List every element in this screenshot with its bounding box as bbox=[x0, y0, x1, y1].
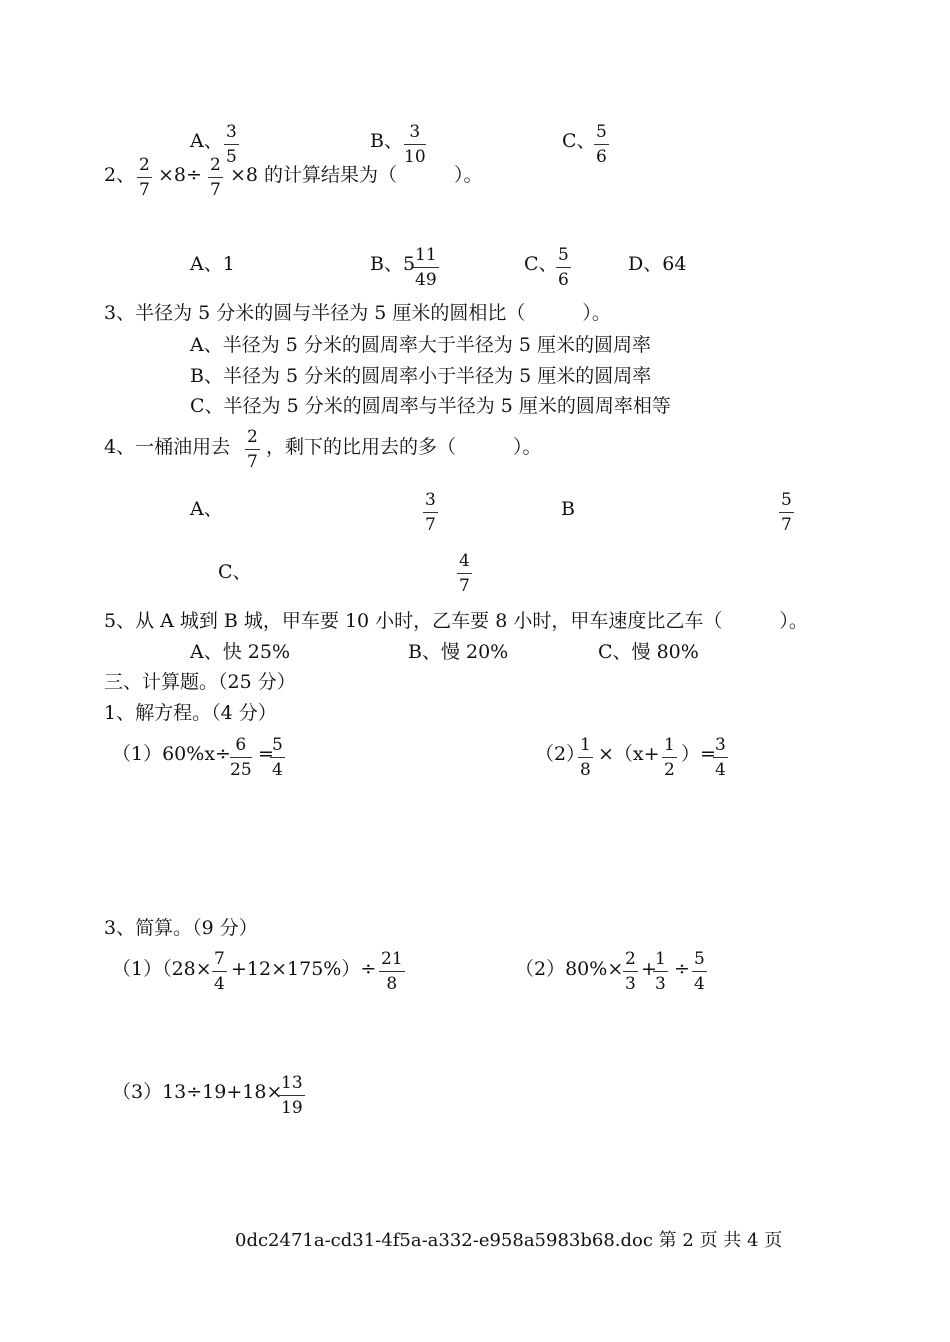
eq2-fraction-3: $\frac{3}{4}$ bbox=[715, 735, 726, 780]
q2-option-c-label: C、 bbox=[524, 253, 558, 275]
q4-option-c-label: C、 bbox=[218, 561, 252, 583]
eq2-middle: ×（x+ bbox=[598, 743, 660, 765]
q3-option-b: B、半径为 5 分米的圆周率小于半径为 5 厘米的圆周率 bbox=[190, 365, 652, 387]
q4-option-a-fraction: $\frac{3}{7}$ bbox=[425, 490, 436, 535]
q4-stem-post: ，剩下的比用去的多（ ）。 bbox=[266, 436, 542, 458]
s1-fraction-1: $\frac{7}{4}$ bbox=[214, 949, 225, 994]
q1-option-c-label: C、 bbox=[562, 130, 596, 152]
section-3-title: 三、计算题。（25 分） bbox=[104, 671, 296, 693]
q3-option-c: C、半径为 5 分米的圆周率与半径为 5 厘米的圆周率相等 bbox=[190, 395, 671, 417]
simplify-title: 3、简算。（9 分） bbox=[104, 917, 258, 939]
q1-option-c-fraction: $\frac{5}{6}$ bbox=[596, 122, 607, 167]
eq2-prefix: （2） bbox=[535, 743, 586, 765]
s2-fraction-2: $\frac{1}{3}$ bbox=[655, 949, 666, 994]
s2-prefix: （2）80%× bbox=[515, 958, 624, 980]
q2-fraction-2: $\frac{2}{7}$ bbox=[210, 155, 221, 200]
q1-option-b-label: B、 bbox=[370, 130, 403, 152]
q2-number: 2、 bbox=[104, 164, 136, 186]
s3-prefix: （3）13÷19+18× bbox=[112, 1081, 283, 1103]
q5-option-a: A、快 25% bbox=[190, 641, 290, 663]
q5-option-c: C、慢 80% bbox=[598, 641, 699, 663]
q1-option-a-label: A、 bbox=[190, 130, 223, 152]
q2-option-a: A、1 bbox=[190, 253, 235, 275]
q1-option-b-fraction: $\frac{3}{10}$ bbox=[404, 122, 426, 167]
s3-fraction: $\frac{13}{19}$ bbox=[281, 1073, 303, 1118]
s2-divide: ÷ bbox=[674, 958, 690, 980]
q4-option-a-label: A、 bbox=[190, 498, 223, 520]
q3-stem: 3、半径为 5 分米的圆与半径为 5 厘米的圆相比（ ）。 bbox=[104, 302, 611, 324]
q2-option-b-label: B、5 bbox=[370, 253, 416, 275]
q1-option-a-fraction: $\frac{3}{5}$ bbox=[226, 122, 237, 167]
eq1-equals: = bbox=[258, 743, 274, 765]
q4-option-b-fraction: $\frac{5}{7}$ bbox=[781, 490, 792, 535]
eq2-fraction-1: $\frac{1}{8}$ bbox=[580, 735, 591, 780]
q2-fraction-1: $\frac{2}{7}$ bbox=[139, 155, 150, 200]
s2-fraction-1: $\frac{2}{3}$ bbox=[625, 949, 636, 994]
s1-prefix: （1）（28× bbox=[112, 958, 212, 980]
eq2-close: ）= bbox=[681, 743, 716, 765]
eq1-fraction-2: $\frac{5}{4}$ bbox=[272, 735, 283, 780]
q2-option-c-fraction: $\frac{5}{6}$ bbox=[558, 245, 569, 290]
q4-option-c-fraction: $\frac{4}{7}$ bbox=[459, 551, 470, 596]
s2-plus: + bbox=[641, 958, 657, 980]
q5-stem: 5、从 A 城到 B 城，甲车要 10 小时，乙车要 8 小时，甲车速度比乙车（ ）。 bbox=[104, 610, 808, 632]
q4-option-b-label: B bbox=[561, 498, 575, 520]
q2-middle-text: ×8÷ bbox=[158, 164, 202, 186]
s1-fraction-2: $\frac{21}{8}$ bbox=[381, 949, 403, 994]
eq1-fraction-1: $\frac{6}{25}$ bbox=[230, 735, 252, 780]
q2-option-b-fraction: $\frac{11}{49}$ bbox=[415, 245, 437, 290]
q2-stem-tail: ×8 的计算结果为（ ）。 bbox=[230, 164, 483, 186]
q4-stem-pre: 4、一桶油用去 bbox=[104, 436, 231, 458]
q4-fraction: $\frac{2}{7}$ bbox=[247, 427, 258, 472]
page-footer: 0dc2471a-cd31-4f5a-a332-e958a5983b68.doc 第 2 页 共 4 页 bbox=[235, 1230, 783, 1251]
eq2-fraction-2: $\frac{1}{2}$ bbox=[664, 735, 675, 780]
equation-title: 1、解方程。（4 分） bbox=[104, 702, 277, 724]
eq1-prefix: （1）60%x÷ bbox=[112, 743, 231, 765]
s1-middle: +12×175%）÷ bbox=[231, 958, 377, 980]
s2-fraction-3: $\frac{5}{4}$ bbox=[694, 949, 705, 994]
q5-option-b: B、慢 20% bbox=[408, 641, 509, 663]
q2-option-d: D、64 bbox=[628, 253, 687, 275]
q3-option-a: A、半径为 5 分米的圆周率大于半径为 5 厘米的圆周率 bbox=[190, 334, 652, 356]
